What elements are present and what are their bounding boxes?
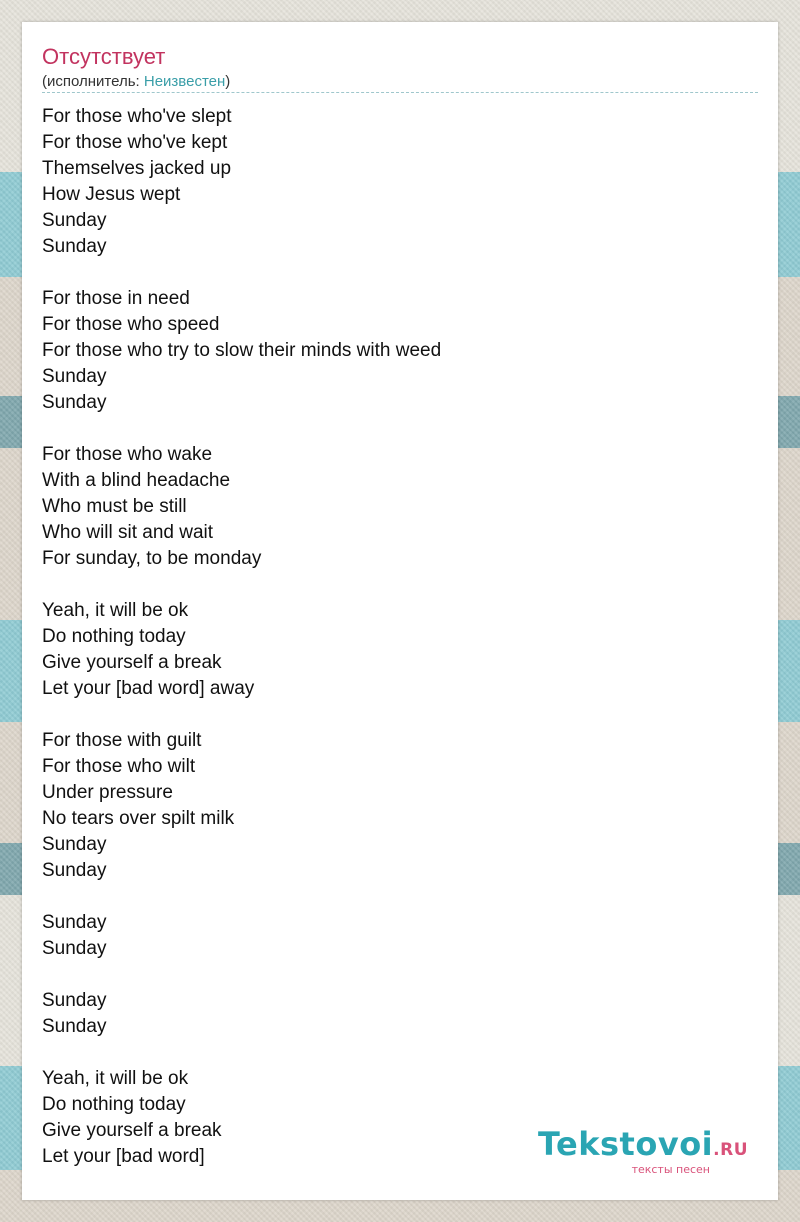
lyric-line: Sunday bbox=[42, 990, 107, 1011]
stanza-break bbox=[42, 702, 441, 728]
artist-link[interactable]: Неизвестен bbox=[143, 73, 226, 90]
lyric-line: Under pressure bbox=[42, 782, 173, 803]
lyric-line: Sunday bbox=[42, 938, 107, 959]
lyric-line: For those who speed bbox=[42, 314, 220, 335]
lyric-line: Give yourself a break bbox=[42, 1120, 222, 1141]
lyric-line: Sunday bbox=[42, 236, 107, 257]
stanza-break bbox=[42, 416, 441, 442]
site-logo[interactable] bbox=[537, 1125, 748, 1176]
lyric-line: For those who've slept bbox=[42, 106, 232, 127]
lyrics-text bbox=[42, 104, 441, 1170]
lyric-line: With a blind headache bbox=[42, 470, 231, 491]
lyric-line: For those who wilt bbox=[42, 756, 196, 777]
lyric-line: Sunday bbox=[42, 210, 107, 231]
logo-text: Tekstovoi bbox=[537, 1125, 714, 1163]
lyric-line: Give yourself a break bbox=[42, 652, 222, 673]
title-divider bbox=[42, 92, 758, 93]
lyric-line: For those who've kept bbox=[42, 132, 228, 153]
lyric-line: Yeah, it will be ok bbox=[42, 600, 189, 621]
lyric-line: Themselves jacked up bbox=[42, 158, 232, 179]
lyric-line: Sunday bbox=[42, 912, 107, 933]
stanza-break bbox=[42, 1040, 441, 1066]
lyric-line: Who will sit and wait bbox=[42, 522, 214, 543]
song-title: Отсутствует bbox=[42, 44, 166, 69]
stanza-break bbox=[42, 962, 441, 988]
lyric-line: No tears over spilt milk bbox=[42, 808, 235, 829]
stanza-break bbox=[42, 572, 441, 598]
artist-prefix: (исполнитель: bbox=[42, 73, 144, 90]
lyric-line: Sunday bbox=[42, 860, 107, 881]
lyric-line: Do nothing today bbox=[42, 1094, 186, 1115]
stanza-break bbox=[42, 260, 441, 286]
artist-line bbox=[42, 73, 230, 91]
stanza-break bbox=[42, 884, 441, 910]
artist-suffix: ) bbox=[225, 73, 231, 90]
lyric-line: Sunday bbox=[42, 366, 107, 387]
lyric-line: For sunday, to be monday bbox=[42, 548, 262, 569]
lyric-line: Sunday bbox=[42, 834, 107, 855]
lyric-line: Sunday bbox=[42, 392, 107, 413]
lyric-line: For those with guilt bbox=[42, 730, 202, 751]
lyric-line: How Jesus wept bbox=[42, 184, 181, 205]
lyric-line: Do nothing today bbox=[42, 626, 186, 647]
lyric-line: Who must be still bbox=[42, 496, 187, 517]
logo-tagline: тексты песен bbox=[631, 1163, 710, 1176]
lyric-line: Let your [bad word] away bbox=[42, 678, 255, 699]
lyric-line: Sunday bbox=[42, 1016, 107, 1037]
lyric-line: Let your [bad word] bbox=[42, 1146, 205, 1167]
lyric-line: For those who try to slow their minds with weed bbox=[42, 340, 442, 361]
lyric-line: For those who wake bbox=[42, 444, 213, 465]
logo-tld: .RU bbox=[713, 1140, 748, 1160]
lyric-line: For those in need bbox=[42, 288, 190, 309]
lyric-line: Yeah, it will be ok bbox=[42, 1068, 189, 1089]
lyrics-card bbox=[22, 22, 778, 1200]
